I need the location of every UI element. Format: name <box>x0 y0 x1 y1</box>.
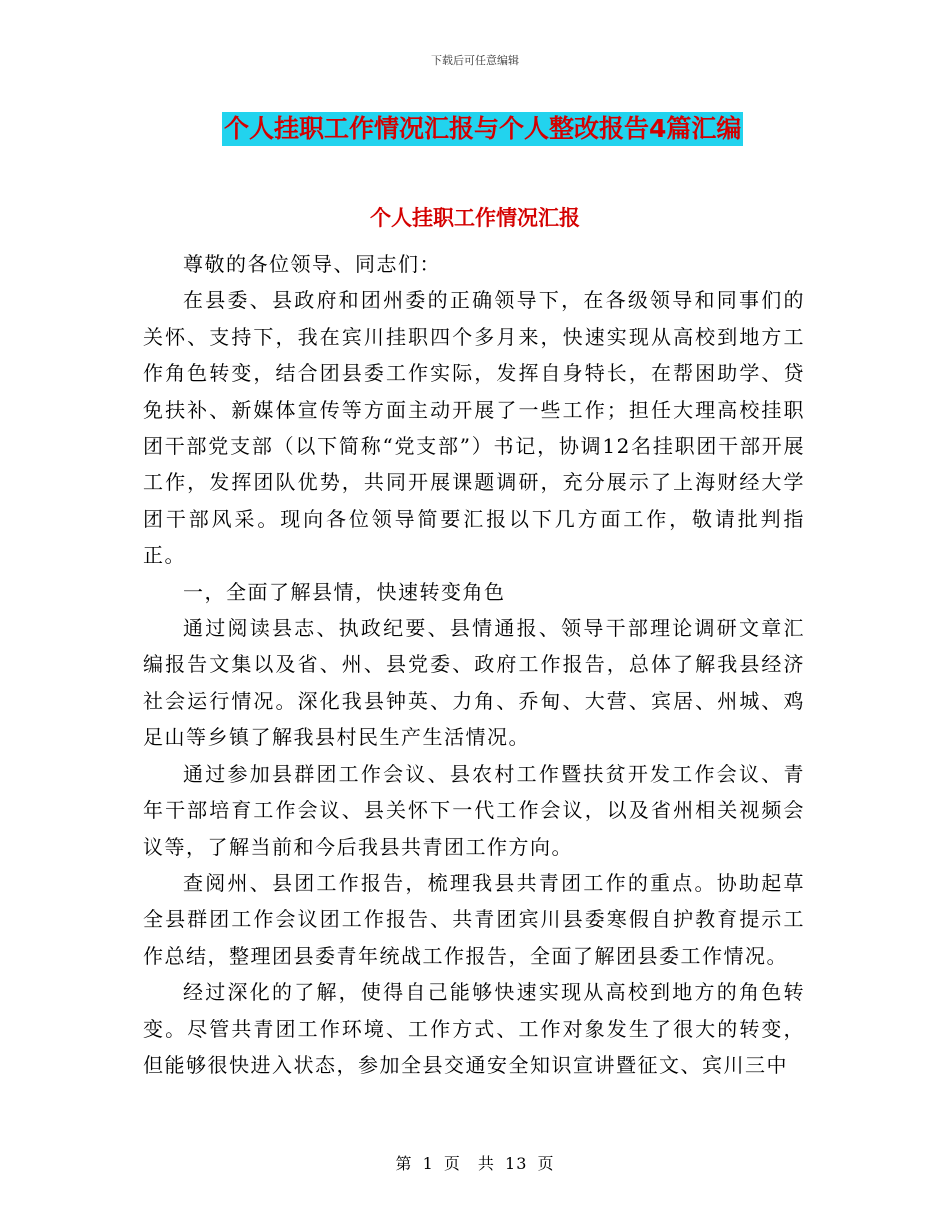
footer-prefix: 第 <box>395 1154 413 1173</box>
document-title: 个人挂职工作情况汇报与个人整改报告4篇汇编 <box>222 112 743 146</box>
document-body <box>143 246 805 1083</box>
paragraph: 查阅州、县团工作报告，梳理我县共青团工作的重点。协助起草全县群团工作会议团工作报告、共青团宾川县委寒假自护教育提示工作总结，整理团县委青年统战工作报告，全面了解团县委工作情况。 <box>143 870 805 968</box>
footer-total-pages: 13 <box>505 1154 528 1173</box>
header-note: 下载后可任意编辑 <box>431 54 519 67</box>
footer-suffix: 页 <box>537 1154 555 1173</box>
footer-page-number: 1 <box>422 1154 434 1173</box>
paragraph-salutation: 尊敬的各位领导、同志们： <box>183 252 441 276</box>
paragraph-intro: 在县委、县政府和团州委的正确领导下，在各级领导和同事们的关怀、支持下，我在宾川挂职四个多月来，快速实现从高校到地方工作角色转变，结合团县委工作实际，发挥自身特长，在帮困助学、贷免扶补、新媒体宣传等方面主动开展了一些工作；担任大理高校挂职团干部党支部（以下简称“党支部”）书记，协调12名挂职团干部开展工作，发挥团队优势，共同开展课题调研，充分展示了上海财经大学团干部风采。现向各位领导简要汇报以下几方面工作，敬请批判指正。 <box>143 288 805 568</box>
paragraph: 经过深化的了解，使得自己能够快速实现从高校到地方的角色转变。尽管共青团工作环境、工作方式、工作对象发生了很大的转变，但能够很快进入状态，参加全县交通安全知识宣讲暨征文、宾川三中 <box>143 980 805 1077</box>
page-footer <box>0 1153 950 1175</box>
section-title: 个人挂职工作情况汇报 <box>370 206 580 230</box>
footer-middle: 页 共 <box>443 1154 495 1173</box>
paragraph: 通过参加县群团工作会议、县农村工作暨扶贫开发工作会议、青年干部培育工作会议、县关怀下一代工作会议，以及省州相关视频会议等，了解当前和今后我县共青团工作方向。 <box>143 761 805 859</box>
paragraph: 通过阅读县志、执政纪要、县情通报、领导干部理论调研文章汇编报告文集以及省、州、县党委、政府工作报告，总体了解我县经济社会运行情况。深化我县钟英、力角、乔甸、大营、宾居、州城、鸡足山等乡镇了解我县村民生产生活情况。 <box>143 616 805 750</box>
section-heading-1: 一，全面了解县情，快速转变角色 <box>183 579 506 604</box>
